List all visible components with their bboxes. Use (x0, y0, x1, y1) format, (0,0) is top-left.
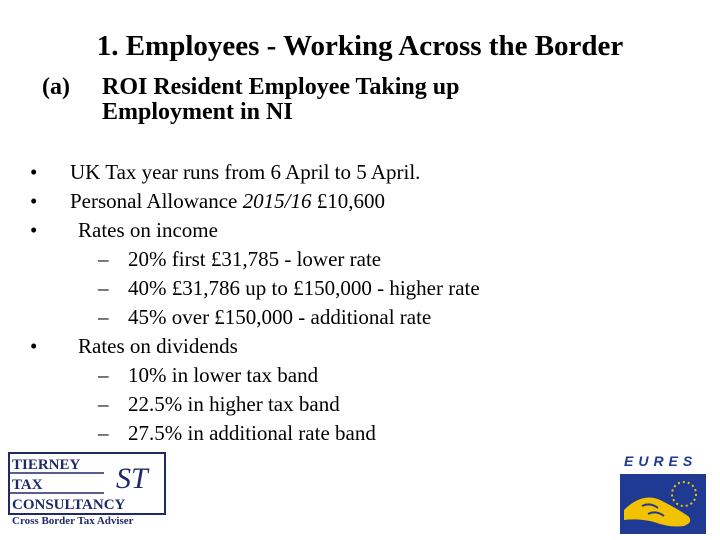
dash-marker: – (98, 392, 109, 416)
section-subheading (42, 75, 459, 125)
bullet-text (70, 187, 385, 216)
logo-monogram: ST (116, 462, 148, 495)
tierney-tax-consultancy-logo (8, 452, 166, 526)
dash-marker: – (98, 247, 109, 271)
bullet-marker: • (30, 160, 38, 184)
sub-bullet-item (0, 245, 720, 274)
sub-bullet-item (0, 274, 720, 303)
dash-marker: – (98, 421, 109, 445)
eures-logo (614, 450, 712, 534)
bullet-marker: • (30, 189, 38, 213)
dash-marker: – (98, 363, 109, 387)
sub-bullet-item (0, 390, 720, 419)
sub-bullet-item (0, 419, 720, 448)
logo-line3: CONSULTANCY (12, 497, 126, 513)
sub-bullet-text: 10% in lower tax band (128, 363, 319, 387)
bullet-text: Rates on dividends (78, 334, 238, 358)
bullet-text-prefix: Personal Allowance (70, 189, 243, 213)
sub-bullet-text: 45% over £150,000 - additional rate (128, 305, 432, 329)
bullet-item (0, 332, 720, 361)
sub-bullet-text: 27.5% in additional rate band (128, 421, 376, 445)
bullet-marker: • (30, 218, 38, 242)
dash-marker: – (98, 305, 109, 329)
eures-wordmark: EURES (624, 453, 698, 469)
bullet-text-suffix: £10,600 (311, 189, 385, 213)
bullet-text: UK Tax year runs from 6 April to 5 April. (70, 160, 421, 184)
dash-marker: – (98, 276, 109, 300)
bullet-text: Rates on income (78, 218, 218, 242)
sub-bullet-item (0, 303, 720, 332)
bullet-marker: • (30, 334, 38, 358)
bullet-item (0, 187, 720, 216)
logo-line1: TIERNEY (12, 457, 81, 473)
subheading-number: (a) (42, 74, 70, 100)
sub-bullet-item (0, 361, 720, 390)
bullet-list (0, 158, 720, 448)
subheading-text: ROI Resident Employee Taking up Employment in NI (102, 74, 460, 125)
slide-title: 1. Employees - Working Across the Border (96, 30, 624, 62)
logo-tagline: Cross Border Tax Adviser (12, 515, 134, 526)
sub-bullet-text: 40% £31,786 up to £150,000 - higher rate (128, 276, 480, 300)
sub-bullet-text: 20% first £31,785 - lower rate (128, 247, 382, 271)
sub-bullet-text: 22.5% in higher tax band (128, 392, 340, 416)
bullet-text-italic: 2015/16 (242, 189, 312, 213)
bullet-item (0, 158, 720, 187)
logo-line2: TAX (12, 477, 43, 493)
bullet-item (0, 216, 720, 245)
